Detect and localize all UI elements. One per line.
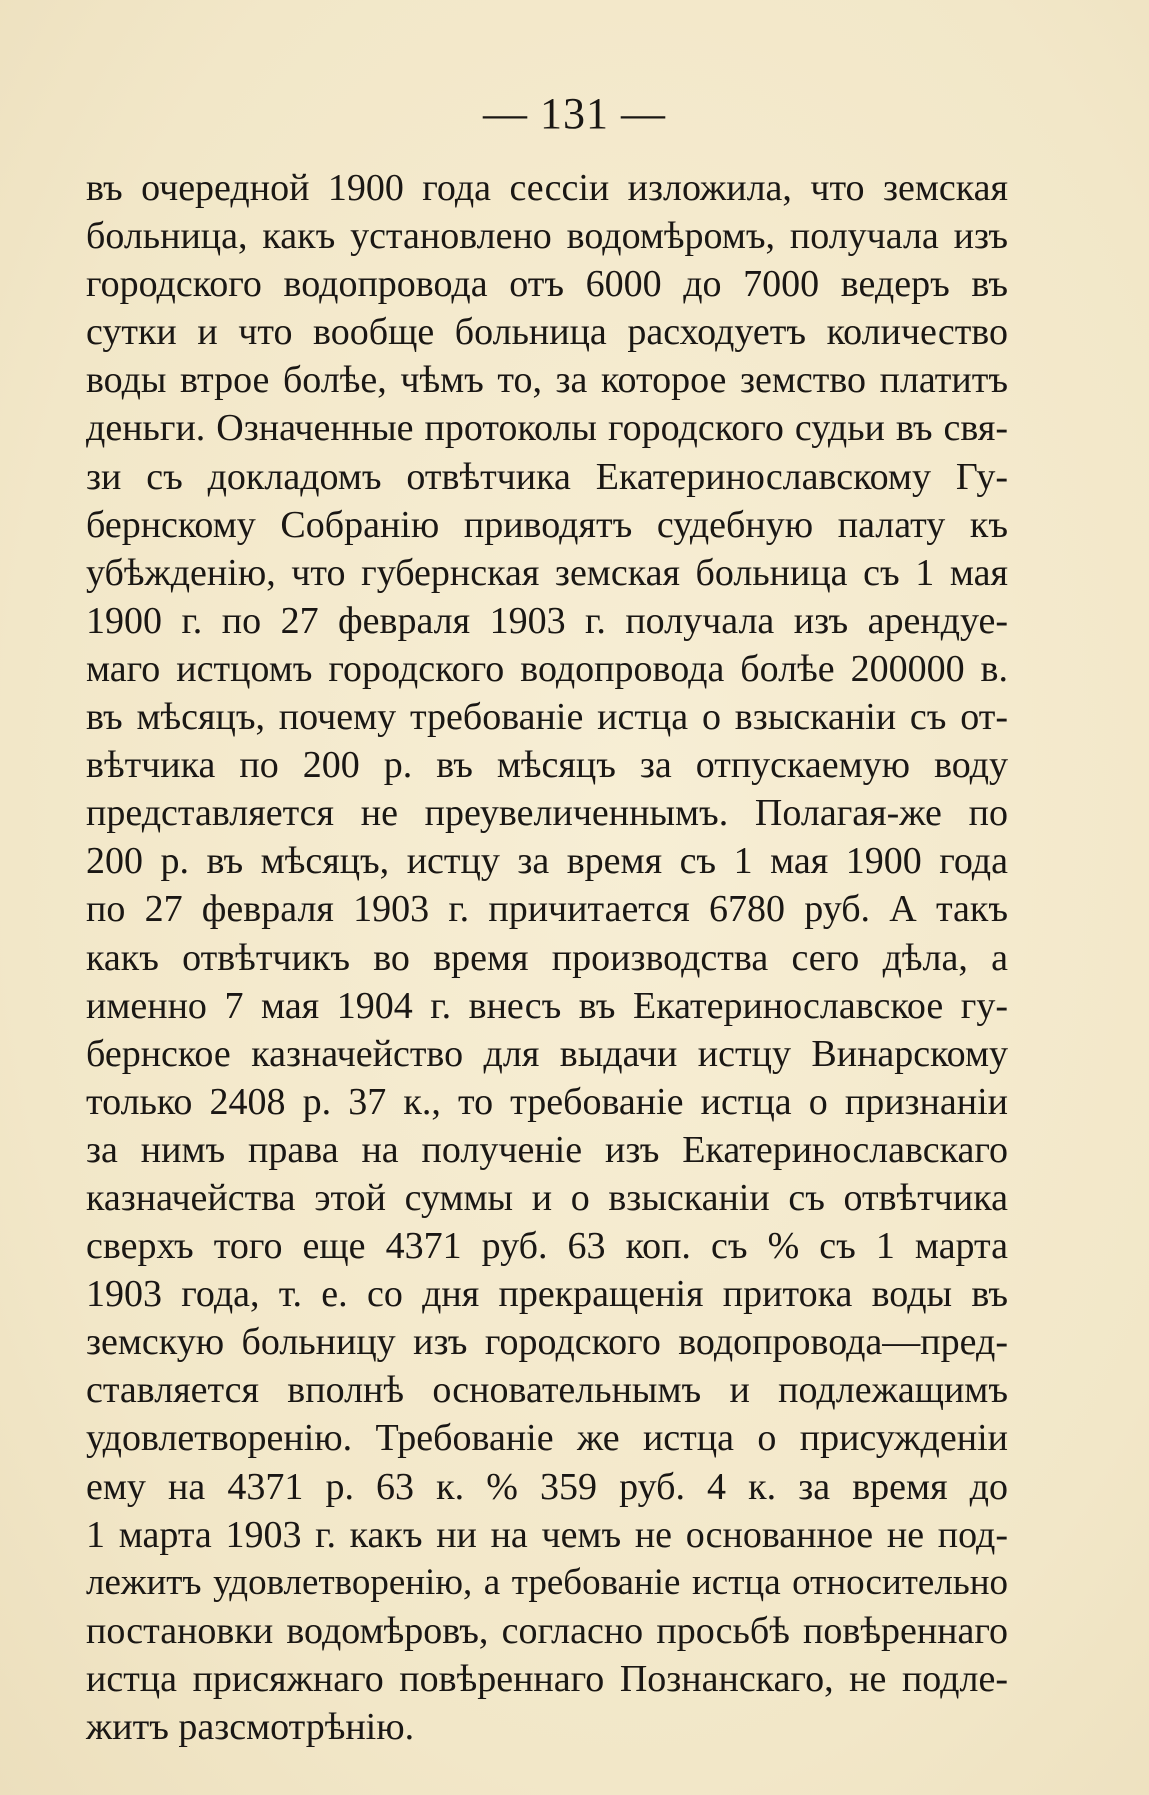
text-line: зи съ докладомъ отвѣтчика Екатеринославскому Гу- [86,455,1008,498]
text-line: маго истцомъ городского водопровода болѣе 200000 в. [86,647,1008,690]
text-line: удовлетворенію. Требованіе же истца о присужденіи [86,1417,1008,1460]
text-line: ему на 4371 р. 63 к. % 359 руб. 4 к. за время до [86,1465,1008,1508]
text-line: по 27 февраля 1903 г. причитается 6780 руб. А такъ [86,888,1008,931]
text-line: воды втрое болѣе, чѣмъ то, за которое земство платитъ [86,359,1008,402]
text-line: сверхъ того еще 4371 руб. 63 коп. съ % съ 1 марта [86,1225,1008,1268]
text-line: представляется не преувеличеннымъ. Полагая-же по [86,792,1008,835]
text-line: деньги. Означенные протоколы городского судьи въ свя- [86,407,1008,450]
body-text [86,164,1008,1751]
text-line: въ мѣсяцъ, почему требованіе истца о взысканіи съ от- [86,696,1008,739]
text-line: убѣжденію, что губернская земская больница съ 1 мая [86,551,1008,594]
text-line: бернское казначейство для выдачи истцу Винарскому [86,1032,1008,1075]
text-line: бернскому Собранію приводятъ судебную палату къ [86,503,1008,546]
text-line: ставляется вполнѣ основательнымъ и подлежащимъ [86,1369,1008,1412]
page-number: — 131 — [483,89,666,138]
text-line: больница, какъ установлено водомѣромъ, получала изъ [86,215,1008,258]
text-line: истца присяжнаго повѣреннаго Познанскаго, не подле- [86,1657,1008,1700]
text-line: лежитъ удовлетворенію, а требованіе истца относительно [86,1561,1008,1603]
text-line: 1 марта 1903 г. какъ ни на чемъ не основанное не под- [86,1513,1008,1556]
text-line: 1900 г. по 27 февраля 1903 г. получала изъ арендуе- [86,599,1008,642]
text-line: казначейства этой суммы и о взысканіи съ отвѣтчика [86,1176,1008,1219]
text-line: житъ разсмотрѣнію. [86,1706,415,1748]
text-line: 200 р. въ мѣсяцъ, истцу за время съ 1 мая 1900 года [86,840,1008,883]
text-line: въ очередной 1900 года сессіи изложила, что земская [86,167,1008,209]
text-line: вѣтчика по 200 р. въ мѣсяцъ за отпускаемую воду [86,744,1008,787]
text-line: за нимъ права на полученіе изъ Екатеринославскаго [86,1128,1008,1171]
text-line: именно 7 мая 1904 г. внесъ въ Екатеринославское гу- [86,984,1008,1027]
text-line: 1903 года, т. е. со дня прекращенія притока воды въ [86,1273,1008,1316]
text-line: постановки водомѣровъ, согласно просьбѣ повѣреннаго [86,1609,1008,1652]
text-line: городского водопровода отъ 6000 до 7000 ведеръ въ [86,263,1008,306]
text-line: какъ отвѣтчикъ во время производства сего дѣла, а [86,936,1008,979]
text-line: сутки и что вообще больница расходуетъ количество [86,311,1008,354]
text-line: земскую больницу изъ городского водопровода—пред- [86,1321,1008,1364]
text-line: только 2408 р. 37 к., то требованіе истца о признаніи [86,1080,1008,1123]
